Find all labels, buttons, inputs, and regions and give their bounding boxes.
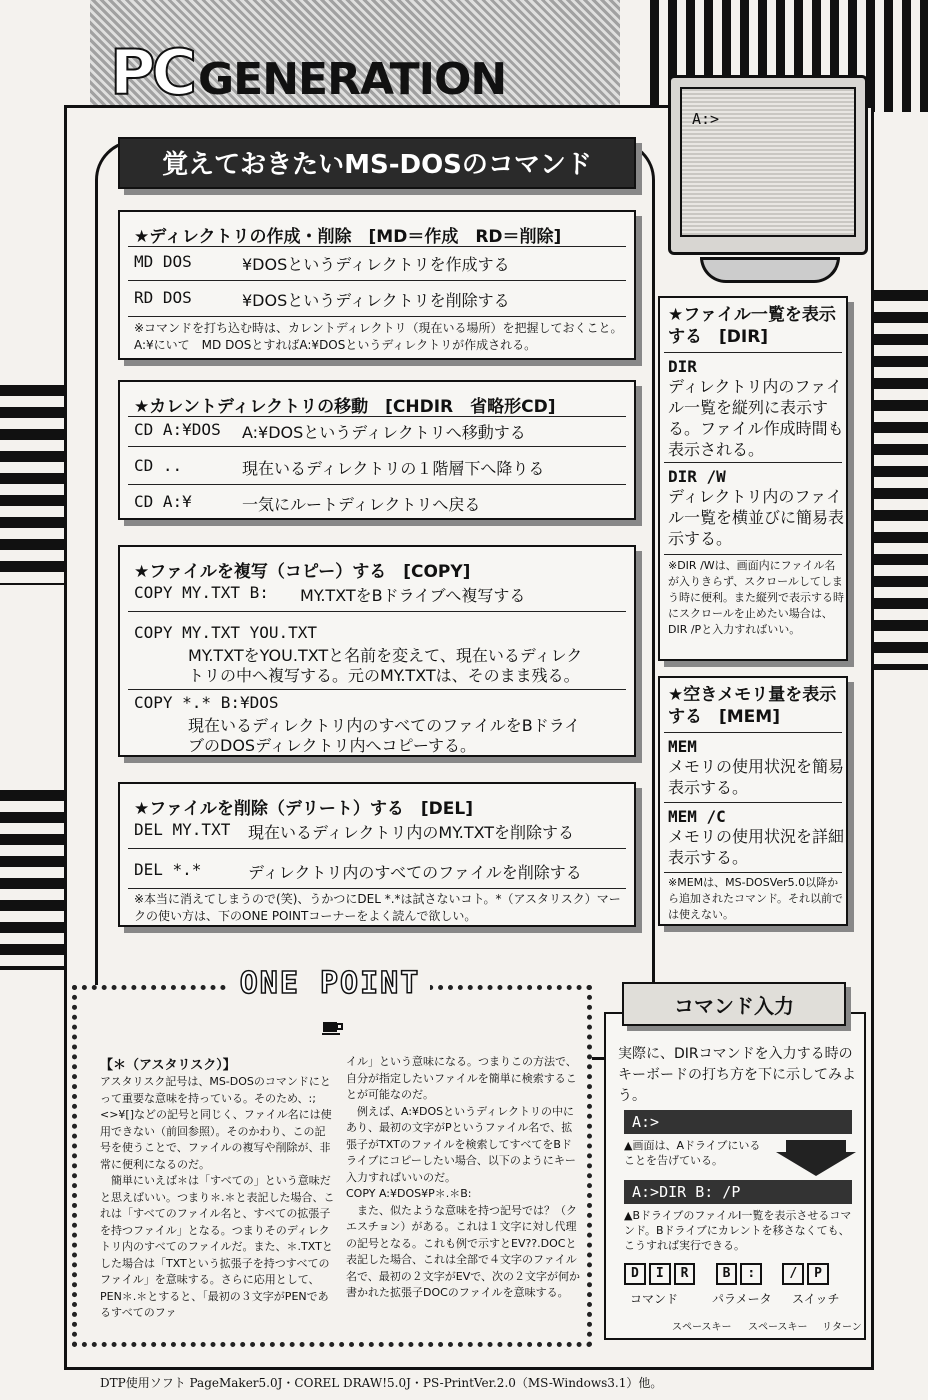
command: DEL MY.TXT (134, 820, 231, 839)
command-desc: 現在いるディレクトリ内のすべてのファイルをBドライ (188, 716, 581, 735)
key-p: P (807, 1263, 829, 1285)
divider (128, 416, 626, 417)
command-input-title-box (622, 982, 846, 1026)
right-stripes (872, 290, 928, 670)
divider (128, 246, 626, 247)
side-mem-panel (658, 676, 848, 926)
screen-example-2: A:>DIR B: /P (624, 1180, 852, 1204)
command: CD A:¥ (134, 492, 192, 511)
command: COPY MY.TXT B: (134, 583, 269, 602)
command-input-intro: 実際に、DIRコマンドを入力する時のキーボードの打ち方を下に示してみよう。 (618, 1046, 856, 1104)
side-title: ★ファイル一覧を表示する [DIR] (668, 305, 836, 347)
label-command: コマンド (630, 1292, 679, 1306)
label-space-1: スペースキー (672, 1322, 732, 1333)
divider (664, 872, 842, 873)
command-desc: A:¥DOSというディレクトリへ移動する (242, 423, 526, 442)
label-space-2: スペースキー (748, 1322, 808, 1333)
side-desc: ディレクトリ内のファイル一覧を縦列に表示する。ファイル作成時間も表示される。 (668, 377, 844, 459)
divider (128, 484, 626, 485)
command: COPY *.* B:¥DOS (134, 693, 279, 712)
footer-credits: DTP使用ソフト PageMaker5.0J・COREL DRAW!5.0J・PS-PrintVer.2.0（MS-Windows3.1）他。 (100, 1376, 663, 1390)
side-note: ※MEMは、MS-DOSVer5.0以降から追加されたコマンド。それ以前では使えない。 (668, 876, 844, 921)
divider (664, 802, 842, 803)
section-chdir (118, 380, 636, 520)
side-dir-panel (658, 296, 848, 661)
one-point-logo-text: ONE POINT (239, 966, 421, 1001)
side-desc: メモリの使用状況を詳細表示する。 (668, 827, 845, 867)
screen-note-1: ▲画面は、Aドライブにいることを告げている。 (624, 1139, 761, 1167)
section-del (118, 782, 636, 927)
command: CD .. (134, 456, 183, 475)
divider (128, 611, 626, 612)
side-cmd: DIR /W (668, 467, 726, 486)
label-param: パラメータ (712, 1292, 772, 1306)
command: COPY MY.TXT YOU.TXT (134, 623, 318, 642)
label-switch: スイッチ (792, 1292, 840, 1306)
one-point-col2: イル」という意味になる。つまりこの方法で、自分が指定したいファイルを簡単に検索することが可能なのだ。 例えば、A:¥DOSというディレクトリの中にあり、最初の文字がPというファイル名で、拡張子がTXTのファイルを検索してすべてをBドライブにコピーしたい場合、以下のようにキー入力すればいいのだ。 COPY A:¥DOS¥P＊.＊B: また、似たような意味を持つ記号では？（クエスチョン）がある。これは１文字に対し代理の記号となる。これも例で示すとEV??.DOCと表記した場合、これは全部で４文字のファイル名で、最初の２文字がEVで、次の２文字が何か書かれた拡張子DOCのファイルを意味する。 (346, 1055, 581, 1299)
divider (128, 280, 626, 281)
section-title: ★ディレクトリの作成・削除 [MD＝作成 RD＝削除] (134, 227, 562, 247)
monitor-illustration (660, 75, 875, 290)
command-desc: ディレクトリ内のすべてのファイルを削除する (248, 863, 582, 882)
command-desc: ¥DOSというディレクトリを作成する (242, 255, 510, 274)
section-note: ※本当に消えてしまうので(笑)、うかつにDEL *.*は試さないコト。*（アスタリスク）マークの使い方は、下のONE POINTコーナーをよく読んで欲しい。 (134, 892, 621, 923)
monitor-prompt: A:> (692, 110, 720, 128)
logo-generation: GENERATION (198, 54, 507, 105)
label-return: リターン (822, 1322, 862, 1333)
section-mkdir-rmdir (118, 210, 636, 360)
side-title: ★空きメモリ量を表示する [MEM] (668, 685, 837, 727)
command-desc: 現在いるディレクトリ内のMY.TXTを削除する (248, 823, 575, 842)
divider (664, 732, 842, 733)
divider (664, 352, 842, 353)
command-desc: 一気にルートディレクトリへ戻る (242, 495, 481, 514)
section-title: ★ファイルを削除（デリート）する [DEL] (134, 799, 473, 819)
screen-note-2: ▲BドライブのファイルI一覧を表示させるコマンド。Bドライブにカレントを移さなくても、こうすれば実行できる。 (624, 1209, 852, 1252)
side-desc: ディレクトリ内のファイル一覧を横並びに簡易表示する。 (668, 487, 845, 548)
section-note: ※コマンドを打ち込む時は、カレントディレクトリ（現在いる場所）を把握しておくこと。A:¥にいて MD DOSとすればA:¥DOSというディレクトリが作成される。 (134, 321, 623, 352)
command: MD DOS (134, 252, 192, 271)
command-desc: MY.TXTをYOU.TXTと名前を変えて、現在いるディレク (188, 646, 583, 665)
command-desc: ブのDOSディレクトリ内へコピーする。 (188, 736, 477, 755)
screen-example-1: A:> (624, 1110, 852, 1134)
title-banner (118, 137, 636, 189)
command-desc: 現在いるディレクトリの１階層下へ降りる (242, 459, 545, 478)
divider (664, 462, 842, 463)
keyboard-keys (624, 1262, 860, 1284)
command: RD DOS (134, 288, 192, 307)
key-slash: / (782, 1263, 804, 1285)
divider (664, 554, 842, 555)
divider (128, 848, 626, 849)
divider (128, 446, 626, 447)
command: CD A:¥DOS (134, 420, 221, 439)
command-input-title: コマンド入力 (674, 994, 794, 1018)
side-cmd: MEM (668, 737, 697, 756)
coffee-cup-icon (322, 1020, 344, 1034)
key-d: D (624, 1263, 646, 1285)
one-point-logo (230, 966, 430, 1006)
monitor-stand (700, 257, 840, 283)
divider (128, 689, 626, 690)
logo (110, 36, 580, 109)
divider (128, 316, 626, 317)
left-stripes-upper (0, 385, 64, 585)
section-title: ★カレントディレクトリの移動 [CHDIR 省略形CD] (134, 397, 556, 417)
one-point-heading: 【＊（アスタリスク）】 (100, 1058, 236, 1073)
key-r: R (674, 1263, 696, 1285)
one-point-col1: アスタリスク記号は、MS-DOSのコマンドにとって重要な意味を持っている。そのため、:;<>¥[]などの記号と同じく、ファイル名には使用できない（前回参照）。そのかわり、この記号を使うことで、ファイルの複写や削除が、非常に便利になるのだ。 簡単にいえば＊は「すべての」という意味だと思えばいい。つまり＊.＊と表記した場合、これは「すべてのファイル名と、すべての拡張子を持つファイル」となる。つまりそのディレクトリ内のすべてのファイルだ。また、＊.TXTとした場合は「TXTという拡張子を持つすべてのファイル」を意味する。さらに応用として、PEN＊.＊とすると、「最初の３文字がPENであるすべてのファ (100, 1075, 335, 1319)
key-b: B (716, 1263, 738, 1285)
side-desc: メモリの使用状況を簡易表示する。 (668, 757, 845, 797)
command: DEL *.* (134, 860, 202, 879)
page-title: 覚えておきたいMS-DOSのコマンド (162, 150, 592, 180)
side-note: ※DIR /Wは、画面内にファイル名が入りきらず、スクロールしてしまう時に便利。また縦列で表示する時にスクロールを止めたい場合は、DIR /Pと入力すればいい。 (668, 559, 844, 636)
command-desc: トリの中へ複写する。元のMY.TXTは、そのまま残る。 (188, 666, 580, 685)
logo-pc: PC (110, 36, 193, 109)
down-arrow-icon (776, 1140, 856, 1176)
side-cmd: DIR (668, 357, 697, 376)
divider (128, 888, 626, 889)
key-colon: : (740, 1263, 762, 1285)
key-i: I (649, 1263, 671, 1285)
left-stripes-lower (0, 790, 64, 970)
section-copy (118, 545, 636, 757)
side-cmd: MEM /C (668, 807, 726, 826)
command-desc: ¥DOSというディレクトリを削除する (242, 291, 510, 310)
section-title: ★ファイルを複写（コピー）する [COPY] (134, 562, 471, 582)
command-desc: MY.TXTをBドライブへ複写する (300, 586, 526, 605)
